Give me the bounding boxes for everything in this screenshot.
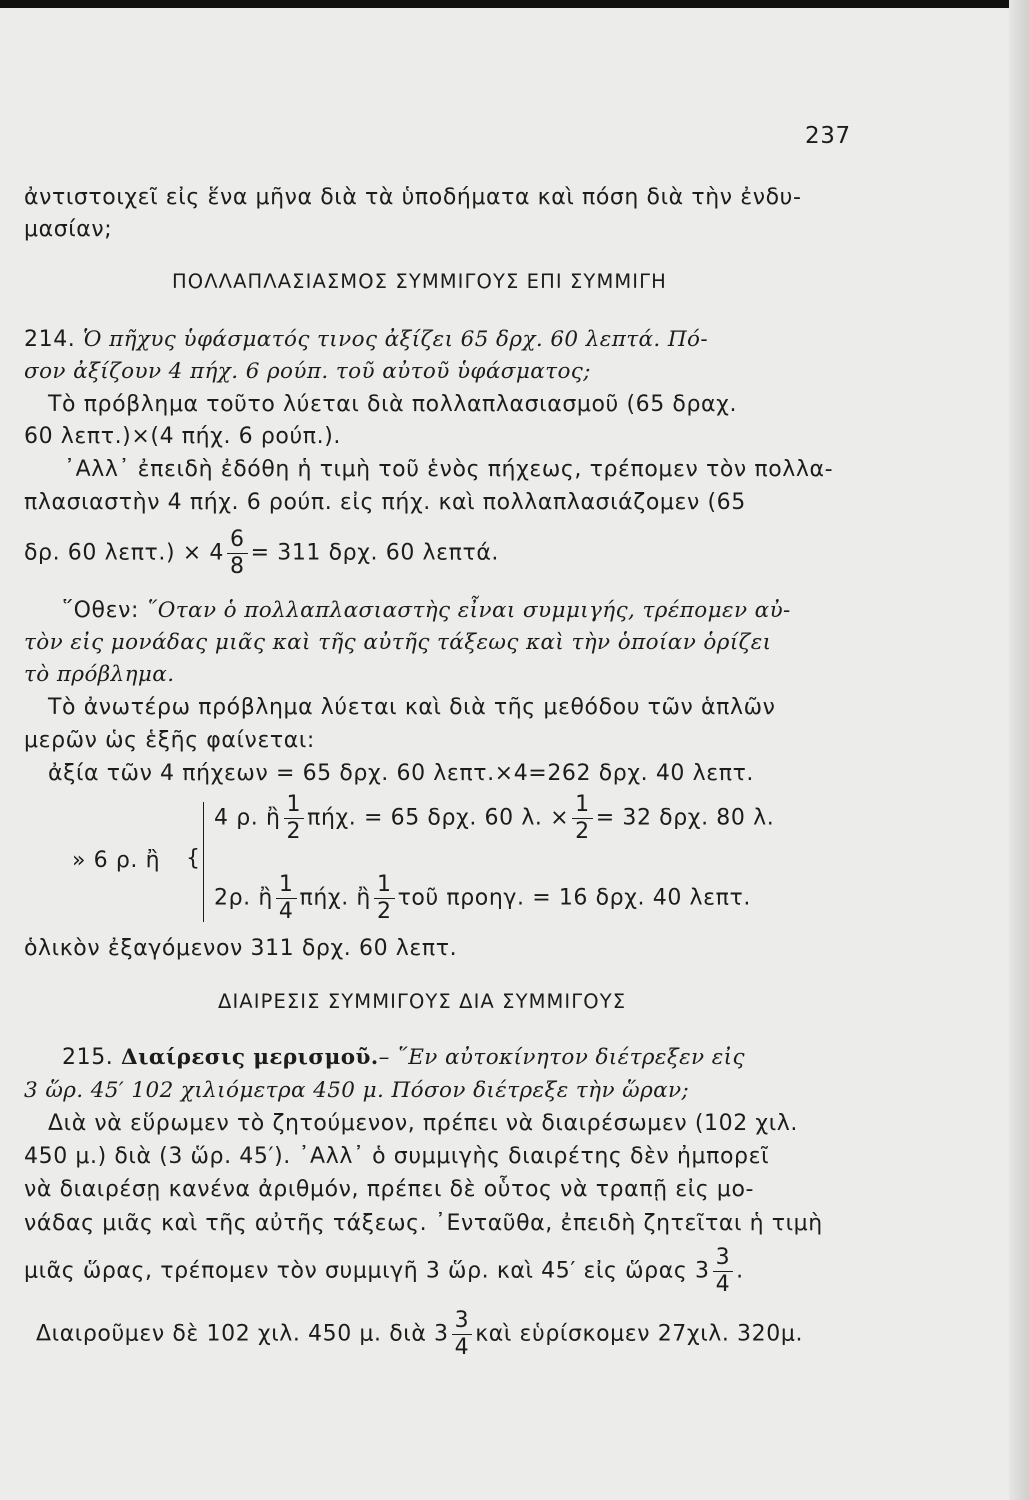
- problem-215-question-text: – ῞Εν αὐτοκίνητον διέτρεξεν εἰς: [378, 1045, 745, 1070]
- brace-row-1-a: 4 ρ. ἢ: [214, 805, 281, 831]
- problem-215-line-4: 450 μ.) διὰ (3 ὥρ. 45′). ᾿Αλλ᾿ ὁ συμμιγὴς διαιρέτης δὲν ἠμπορεῖ: [24, 1144, 770, 1169]
- brace-row-2-a: 2ρ. ἢ: [214, 885, 273, 911]
- problem-214-line-13: ἀξία τῶν 4 πήχεων = 65 δρχ. 60 λεπτ.×4=262 δρχ. 40 λεπτ.: [48, 761, 755, 786]
- problem-214-line-11: Τὸ ἀνωτέρω πρόβλημα λύεται καὶ διὰ τῆς μεθόδου τῶν ἁπλῶν: [48, 695, 776, 720]
- rule-line-2: τὸν εἰς μονάδας μιᾶς καὶ τῆς αὐτῆς τάξεως καὶ τὴν ὁποίαν ὁρίζει: [24, 630, 772, 655]
- eq-prefix: δρ. 60 λεπτ.) × 4: [24, 540, 224, 566]
- fraction-numerator: 1: [276, 872, 297, 899]
- brace-row-2-b: πήχ. ἢ: [299, 885, 371, 911]
- problem-215-question-line-1: [62, 1044, 745, 1072]
- fraction-one-quarter: [276, 872, 297, 925]
- fraction-numerator: 3: [452, 1308, 473, 1335]
- intro-line-1: ἀντιστοιχεῖ εἰς ἕνα μῆνα διὰ τὰ ὑποδήματα καὶ πόση διὰ τὴν ἐνδυ-: [24, 185, 802, 210]
- fraction-six-eighths: [227, 527, 248, 580]
- fraction-denominator: 4: [278, 899, 294, 924]
- curly-brace: [203, 802, 204, 922]
- fraction-denominator: 4: [715, 1272, 731, 1297]
- rule-line-3: τὸ πρόβλημα.: [24, 662, 175, 687]
- fraction-denominator: 2: [575, 819, 590, 844]
- problem-214-line-3: Τὸ πρόβλημα τοῦτο λύεται διὰ πολλαπλασιασμοῦ (65 δραχ.: [48, 392, 738, 417]
- problem-215-line-8: [36, 1308, 803, 1361]
- line8-end: καὶ εὑρίσκομεν 27χιλ. 320μ.: [475, 1321, 804, 1347]
- problem-214-line-4: 60 λεπτ.)×(4 πήχ. 6 ρούπ.).: [24, 424, 342, 449]
- problem-215-number: 215.: [62, 1045, 114, 1070]
- fraction-three-quarters: [713, 1245, 734, 1298]
- brace-label: » 6 ρ. ἢ: [72, 848, 161, 873]
- fraction-one-half-3: [374, 872, 395, 925]
- problem-214-line-5: ᾿Αλλ᾿ ἐπειδὴ ἐδόθη ἡ τιμὴ τοῦ ἑνὸς πήχεως, τρέπομεν τὸν πολλα-: [64, 457, 834, 482]
- fraction-denominator: 2: [286, 819, 302, 844]
- intro-line-2: μασίαν;: [24, 217, 113, 242]
- eq-result: = 311 δρχ. 60 λεπτά.: [250, 540, 500, 566]
- problem-215-line-3: Διὰ νὰ εὕρωμεν τὸ ζητούμενον, πρέπει νὰ διαιρέσωμεν (102 χιλ.: [48, 1111, 798, 1136]
- brace-row-1-c: = 32 δρχ. 80 λ.: [595, 805, 775, 831]
- problem-215-line-5: νὰ διαιρέσῃ κανένα ἀριθμόν, πρέπει δὲ οὗτος νὰ τραπῇ εἰς μο-: [24, 1177, 755, 1202]
- problem-215-line-7: [24, 1245, 744, 1298]
- fraction-one-half: [284, 792, 305, 845]
- line7-text: μιᾶς ὥρας, τρέπομεν τὸν συμμιγῆ 3 ὥρ. καὶ 45′ εἰς ὥρας 3: [24, 1258, 710, 1284]
- brace-row-1-b: πήχ. = 65 δρχ. 60 λ. ×: [307, 805, 570, 831]
- rule-text: ῞Οταν ὁ πολλαπλασιαστὴς εἶναι συμμιγής, τρέπομεν αὐ-: [146, 598, 791, 623]
- fraction-numerator: 1: [374, 872, 395, 899]
- brace-row-1: [214, 792, 774, 845]
- fraction-denominator: 2: [376, 899, 392, 924]
- line7-end: .: [736, 1258, 744, 1284]
- scan-top-border: [0, 0, 1029, 8]
- problem-215-label: Διαίρεσις μερισμοῦ.: [120, 1045, 379, 1070]
- page-number: 237: [805, 123, 851, 149]
- fraction-denominator: 8: [230, 554, 245, 579]
- problem-214-line-12: μερῶν ὡς ἑξῆς φαίνεται:: [24, 728, 315, 753]
- fraction-numerator: 6: [227, 527, 248, 554]
- fraction-three-quarters-2: [452, 1308, 473, 1361]
- section-title-multiplication: ΠΟΛΛΑΠΛΑΣΙΑΣΜΟΣ ΣΥΜΜΙΓΟΥΣ ΕΠΙ ΣΥΜΜΙΓΗ: [172, 270, 667, 293]
- fraction-numerator: 1: [284, 792, 305, 819]
- problem-214-number: 214.: [24, 327, 76, 352]
- page-binding-shadow: [1009, 0, 1029, 1500]
- problem-215-question-line-2: 3 ὥρ. 45′ 102 χιλιόμετρα 450 μ. Πόσον διέτρεξε τὴν ὥραν;: [24, 1078, 690, 1103]
- brace-row-2: [214, 872, 751, 925]
- problem-214-line-6: πλασιαστὴν 4 πήχ. 6 ρούπ. εἰς πήχ. καὶ πολλαπλασιάζομεν (65: [24, 490, 746, 515]
- section-title-division: ΔΙΑΙΡΕΣΙΣ ΣΥΜΜΙΓΟΥΣ ΔΙΑ ΣΥΜΜΙΓΟΥΣ: [218, 990, 627, 1013]
- brace-tip: {: [186, 846, 200, 871]
- brace-row-2-c: τοῦ προηγ. = 16 δρχ. 40 λεπτ.: [397, 885, 751, 911]
- rule-lead: ῞Οθεν:: [62, 598, 147, 623]
- line8-text: Διαιροῦμεν δὲ 102 χιλ. 450 μ. διὰ 3: [36, 1321, 449, 1347]
- problem-214-question-line-2: σον ἀξίζουν 4 πήχ. 6 ρούπ. τοῦ αὐτοῦ ὑφάσματος;: [24, 359, 591, 384]
- problem-214-question-text: Ὁ πῆχυς ὑφάσματός τινος ἀξίζει 65 δρχ. 60 λεπτά. Πό-: [82, 327, 709, 352]
- fraction-numerator: 3: [713, 1245, 734, 1272]
- problem-215-line-6: νάδας μιᾶς καὶ τῆς αὐτῆς τάξεως. ᾿Ενταῦθα, ἐπειδὴ ζητεῖται ἡ τιμὴ: [24, 1211, 823, 1236]
- fraction-numerator: 1: [572, 792, 593, 819]
- problem-214-total: ὁλικὸν ἐξαγόμενον 311 δρχ. 60 λεπτ.: [24, 936, 458, 961]
- fraction-one-half-2: [572, 792, 593, 845]
- problem-214-question-line-1: [24, 326, 708, 354]
- rule-line-1: [62, 597, 791, 625]
- problem-214-line-7: [24, 527, 499, 580]
- fraction-denominator: 4: [454, 1335, 470, 1360]
